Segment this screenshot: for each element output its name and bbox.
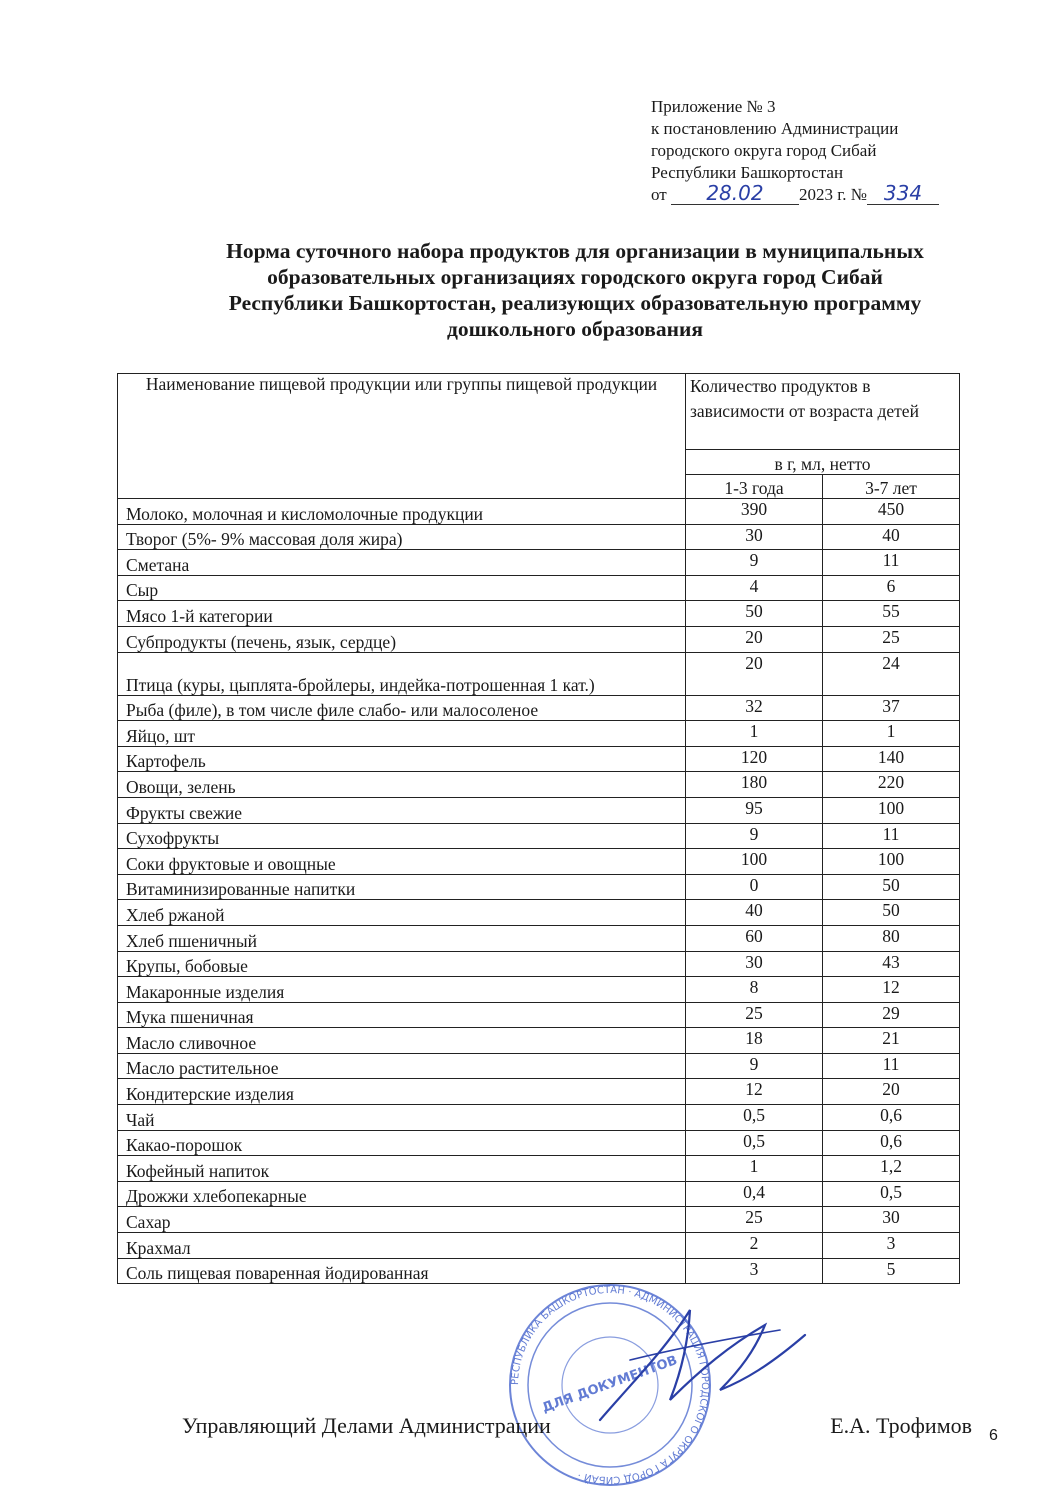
product-name-cell: Кондитерские изделия <box>118 1079 686 1105</box>
qty-1-3-cell: 390 <box>686 499 823 525</box>
product-name-cell: Масло сливочное <box>118 1028 686 1054</box>
product-name-cell: Кофейный напиток <box>118 1156 686 1182</box>
table-row <box>118 1130 960 1156</box>
product-name-cell: Хлеб пшеничный <box>118 925 686 951</box>
qty-1-3-cell: 25 <box>686 1207 823 1233</box>
qty-3-7-cell: 40 <box>823 524 960 550</box>
title-line-3: Республики Башкортостан, реализующих образовательную программу <box>228 291 922 315</box>
qty-1-3-cell: 60 <box>686 925 823 951</box>
qty-3-7-cell: 1 <box>823 721 960 747</box>
product-name-cell: Овощи, зелень <box>118 772 686 798</box>
table-row <box>118 849 960 875</box>
qty-1-3-cell: 0,4 <box>686 1181 823 1207</box>
table-row <box>118 1079 960 1105</box>
handwritten-number: 334 <box>883 181 923 205</box>
product-name-cell: Яйцо, шт <box>118 721 686 747</box>
product-name-cell: Сухофрукты <box>118 823 686 849</box>
header-age-1-3: 1-3 года <box>686 475 823 499</box>
qty-3-7-cell: 0,5 <box>823 1181 960 1207</box>
qty-3-7-cell: 80 <box>823 925 960 951</box>
header-product-name: Наименование пищевой продукции или группы пищевой продукции <box>118 374 686 499</box>
table-row <box>118 746 960 772</box>
product-name-cell: Макаронные изделия <box>118 977 686 1003</box>
qty-3-7-cell: 30 <box>823 1207 960 1233</box>
product-name-cell: Мука пшеничная <box>118 1002 686 1028</box>
qty-1-3-cell: 20 <box>686 652 823 695</box>
table-row <box>118 925 960 951</box>
qty-1-3-cell: 20 <box>686 626 823 652</box>
appendix-line-1: Приложение № 3 <box>651 97 776 116</box>
qty-3-7-cell: 220 <box>823 772 960 798</box>
qty-3-7-cell: 50 <box>823 900 960 926</box>
qty-3-7-cell: 25 <box>823 626 960 652</box>
table-row <box>118 652 960 695</box>
appendix-line-3: городского округа город Сибай <box>651 141 877 160</box>
product-name-cell: Птица (куры, цыплята-бройлеры, индейка-потрошенная 1 кат.) <box>118 652 686 695</box>
product-name-cell: Хлеб ржаной <box>118 900 686 926</box>
qty-3-7-cell: 0,6 <box>823 1130 960 1156</box>
qty-1-3-cell: 12 <box>686 1079 823 1105</box>
table-row <box>118 772 960 798</box>
product-name-cell: Какао-порошок <box>118 1130 686 1156</box>
product-name-cell: Крахмал <box>118 1233 686 1259</box>
product-name-cell: Крупы, бобовые <box>118 951 686 977</box>
table-row <box>118 1053 960 1079</box>
product-name-cell: Субпродукты (печень, язык, сердце) <box>118 626 686 652</box>
qty-3-7-cell: 21 <box>823 1028 960 1054</box>
product-name-cell: Соки фруктовые и овощные <box>118 849 686 875</box>
title-line-4: дошкольного образования <box>447 317 703 341</box>
qty-3-7-cell: 50 <box>823 874 960 900</box>
qty-1-3-cell: 0,5 <box>686 1130 823 1156</box>
table-row <box>118 695 960 721</box>
qty-1-3-cell: 18 <box>686 1028 823 1054</box>
year-label: 2023 г. <box>798 185 847 204</box>
appendix-line-2: к постановлению Администрации <box>651 119 899 138</box>
qty-1-3-cell: 4 <box>686 575 823 601</box>
product-name-cell: Картофель <box>118 746 686 772</box>
qty-3-7-cell: 37 <box>823 695 960 721</box>
table-row <box>118 1181 960 1207</box>
qty-1-3-cell: 1 <box>686 721 823 747</box>
number-label: № <box>850 185 868 204</box>
qty-1-3-cell: 0 <box>686 874 823 900</box>
table-row <box>118 874 960 900</box>
product-name-cell: Фрукты свежие <box>118 797 686 823</box>
qty-1-3-cell: 40 <box>686 900 823 926</box>
handwritten-signature <box>570 1290 830 1430</box>
table-row <box>118 797 960 823</box>
table-row <box>118 626 960 652</box>
qty-3-7-cell: 11 <box>823 823 960 849</box>
qty-1-3-cell: 30 <box>686 524 823 550</box>
product-name-cell: Соль пищевая поваренная йодированная <box>118 1258 686 1284</box>
qty-1-3-cell: 180 <box>686 772 823 798</box>
product-name-cell: Сыр <box>118 575 686 601</box>
from-label: от <box>651 185 667 204</box>
qty-3-7-cell: 100 <box>823 849 960 875</box>
qty-3-7-cell: 29 <box>823 1002 960 1028</box>
table-row <box>118 721 960 747</box>
stamp-center-text: ДЛЯ ДОКУМЕНТОВ <box>540 1353 680 1416</box>
norms-table <box>117 373 960 1284</box>
qty-1-3-cell: 9 <box>686 1053 823 1079</box>
qty-3-7-cell: 6 <box>823 575 960 601</box>
qty-3-7-cell: 24 <box>823 652 960 695</box>
qty-3-7-cell: 11 <box>823 550 960 576</box>
qty-3-7-cell: 5 <box>823 1258 960 1284</box>
qty-1-3-cell: 32 <box>686 695 823 721</box>
product-name-cell: Мясо 1-й категории <box>118 601 686 627</box>
table-row <box>118 524 960 550</box>
qty-1-3-cell: 95 <box>686 797 823 823</box>
qty-3-7-cell: 1,2 <box>823 1156 960 1182</box>
qty-1-3-cell: 2 <box>686 1233 823 1259</box>
product-name-cell: Сметана <box>118 550 686 576</box>
page-number: 6 <box>989 1427 998 1444</box>
qty-3-7-cell: 450 <box>823 499 960 525</box>
table-row <box>118 1002 960 1028</box>
appendix-block <box>651 96 981 206</box>
qty-1-3-cell: 1 <box>686 1156 823 1182</box>
appendix-line-4: Республики Башкортостан <box>651 163 844 182</box>
product-name-cell: Молоко, молочная и кисломолочные продукции <box>118 499 686 525</box>
qty-1-3-cell: 8 <box>686 977 823 1003</box>
table-row <box>118 823 960 849</box>
appendix-date-line <box>651 181 981 206</box>
table-row <box>118 951 960 977</box>
table-row <box>118 601 960 627</box>
qty-1-3-cell: 120 <box>686 746 823 772</box>
qty-1-3-cell: 9 <box>686 823 823 849</box>
number-field <box>867 181 939 205</box>
qty-1-3-cell: 0,5 <box>686 1105 823 1131</box>
qty-1-3-cell: 25 <box>686 1002 823 1028</box>
stamp-ring-text: РЕСПУБЛИКА БАШКОРТОСТАН · АДМИНИСТРАЦИЯ ГОРОДСКОГО ОКРУГА ГОРОД СИБАЙ · <box>509 1284 711 1486</box>
table-row <box>118 1028 960 1054</box>
table-row <box>118 977 960 1003</box>
qty-1-3-cell: 3 <box>686 1258 823 1284</box>
title-line-2: образовательных организациях городского округа город Сибай <box>267 265 883 289</box>
table-row <box>118 1207 960 1233</box>
table-row <box>118 1233 960 1259</box>
qty-3-7-cell: 0,6 <box>823 1105 960 1131</box>
table-row <box>118 1156 960 1182</box>
signatory-name: Е.А. Трофимов <box>830 1413 972 1438</box>
product-name-cell: Сахар <box>118 1207 686 1233</box>
header-unit: в г, мл, нетто <box>686 450 960 475</box>
qty-3-7-cell: 55 <box>823 601 960 627</box>
handwritten-date: 28.02 <box>706 181 764 205</box>
qty-3-7-cell: 140 <box>823 746 960 772</box>
qty-3-7-cell: 11 <box>823 1053 960 1079</box>
document-title <box>120 238 1030 342</box>
product-name-cell: Чай <box>118 1105 686 1131</box>
signatory-position: Управляющий Делами Администрации <box>182 1413 551 1438</box>
product-name-cell: Масло растительное <box>118 1053 686 1079</box>
qty-1-3-cell: 50 <box>686 601 823 627</box>
table-row <box>118 550 960 576</box>
qty-1-3-cell: 9 <box>686 550 823 576</box>
date-field <box>671 181 799 205</box>
header-age-3-7: 3-7 лет <box>823 475 960 499</box>
table-row <box>118 1105 960 1131</box>
title-line-1: Норма суточного набора продуктов для организации в муниципальных <box>226 239 924 263</box>
qty-3-7-cell: 12 <box>823 977 960 1003</box>
qty-3-7-cell: 100 <box>823 797 960 823</box>
qty-1-3-cell: 100 <box>686 849 823 875</box>
product-name-cell: Рыба (филе), в том числе филе слабо- или малосоленое <box>118 695 686 721</box>
header-quantity: Количество продуктов в зависимости от возраста детей <box>686 374 960 450</box>
qty-3-7-cell: 43 <box>823 951 960 977</box>
qty-3-7-cell: 20 <box>823 1079 960 1105</box>
product-name-cell: Витаминизированные напитки <box>118 874 686 900</box>
qty-1-3-cell: 30 <box>686 951 823 977</box>
product-name-cell: Дрожжи хлебопекарные <box>118 1181 686 1207</box>
product-name-cell: Творог (5%- 9% массовая доля жира) <box>118 524 686 550</box>
qty-3-7-cell: 3 <box>823 1233 960 1259</box>
table-row <box>118 900 960 926</box>
table-row <box>118 575 960 601</box>
table-row <box>118 499 960 525</box>
